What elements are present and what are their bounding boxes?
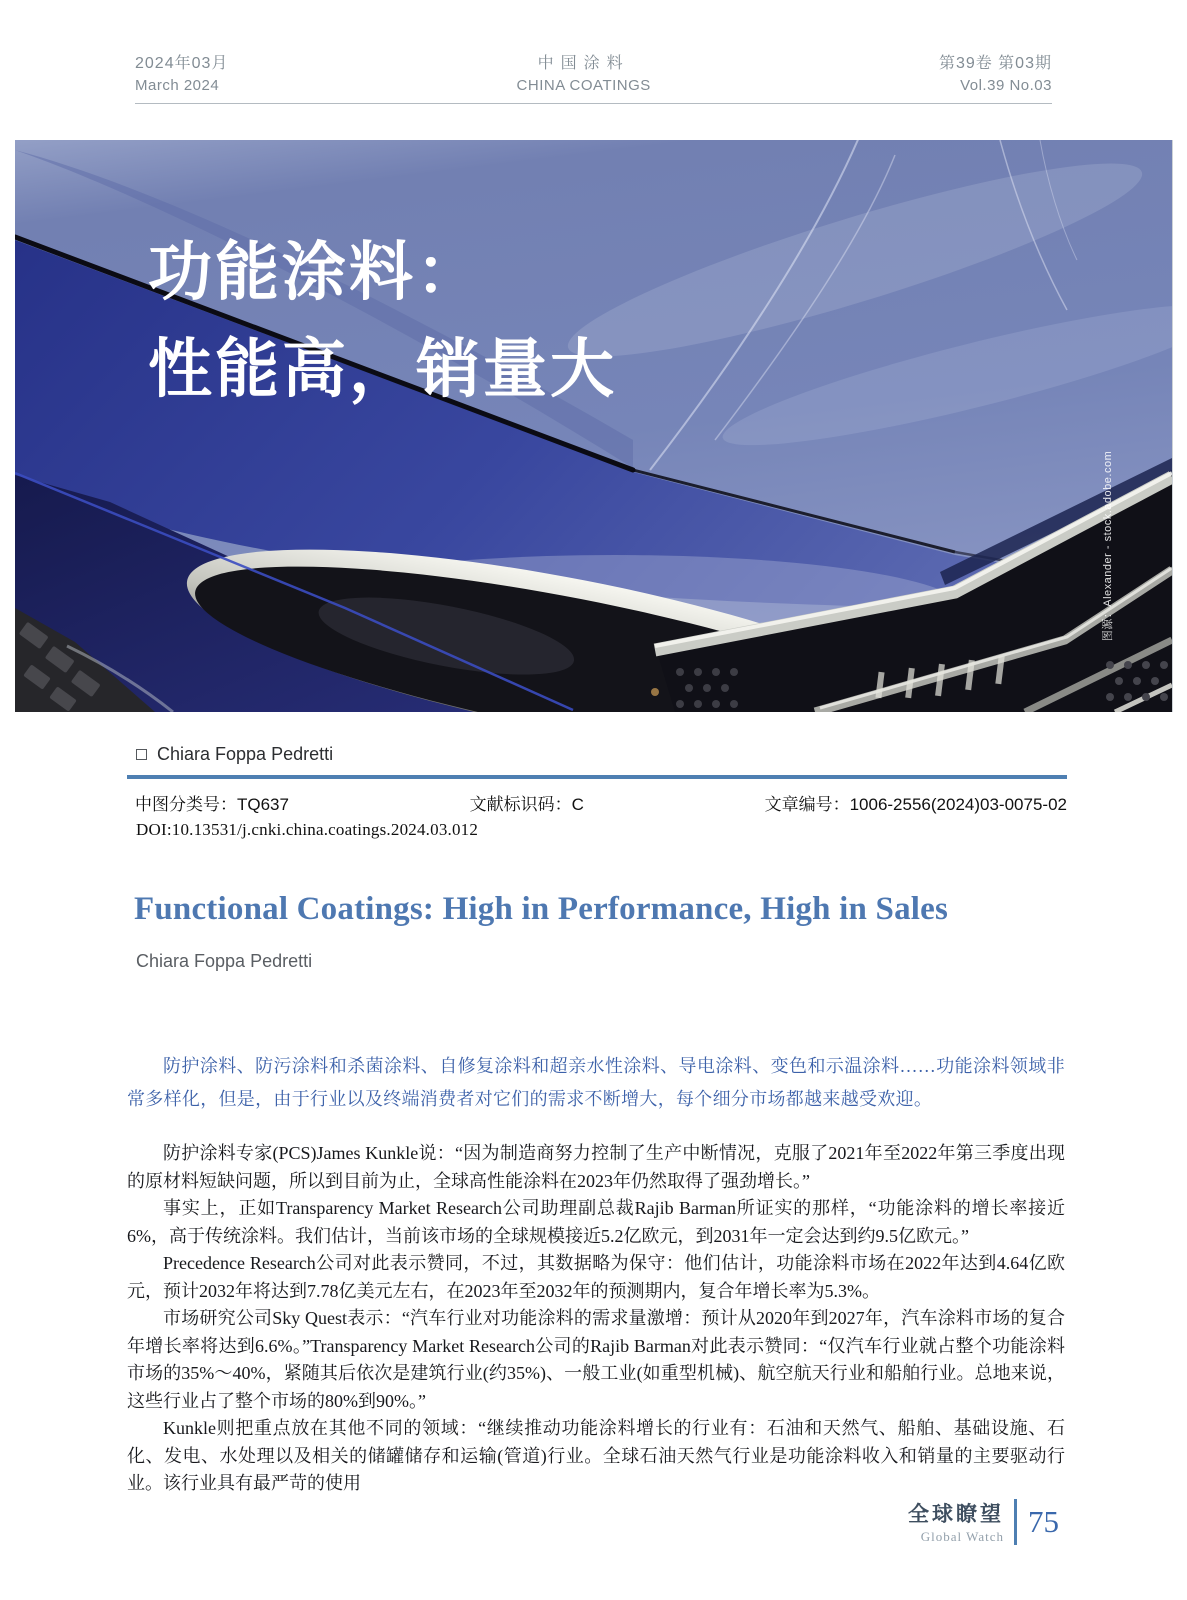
- document-code: 文献标识码：C: [469, 795, 584, 814]
- article-title-cn: [148, 224, 617, 418]
- byline: [136, 744, 333, 765]
- paragraph: 事实上，正如Transparency Market Research公司助理副总裁Rajib Barman所证实的那样，“功能涂料的增长率接近6%，高于传统涂料。我们估计，当前该市场的全球规模接近5.2亿欧元，到2031年一定会达到约9.5亿欧元。”: [127, 1198, 1065, 1246]
- page-number: 75: [1028, 1503, 1059, 1539]
- article-body: [127, 1140, 1065, 1498]
- page-footer: [908, 1498, 1059, 1545]
- divider-rule: [127, 775, 1067, 779]
- square-bullet-icon: [136, 749, 147, 760]
- footer-divider-bar: [1014, 1499, 1017, 1545]
- date-cn: 2024年03月: [135, 55, 229, 72]
- section-name-en: Global Watch: [920, 1529, 1004, 1544]
- paragraph: 市场研究公司Sky Quest表示：“汽车行业对功能涂料的需求量激增：预计从2020年到2027年，汽车涂料市场的复合年增长率将达到6.6%。”Transparency Market Research公司的Rajib Barman对此表示赞同：“仅汽车行业就占整个功能涂料市场的35%～40%，紧随其后依次是建筑行业(约35%)、一般工业(如重型机械)、航空航天行业和船舶行业。总地来说，这些行业占了整个市场的80%到90%。”: [127, 1308, 1065, 1411]
- paragraph: 防护涂料专家(PCS)James Kunkle说：“因为制造商努力控制了生产中断情况，克服了2021年至2022年第三季度出现的原材料短缺问题，所以到目前为止，全球高性能涂料在2023年仍然取得了强劲增长。”: [127, 1143, 1065, 1191]
- meta-row: [135, 790, 1067, 815]
- footer-section: [908, 1498, 1004, 1545]
- article-title-cn-line1: 功能涂料：: [148, 236, 483, 308]
- abstract: 防护涂料、防污涂料和杀菌涂料、自修复涂料和超亲水性涂料、导电涂料、变色和示温涂料……功能涂料领域非常多样化，但是，由于行业以及终端消费者对它们的需求不断增大，每个细分市场都越来越受欢迎。: [127, 1056, 1065, 1109]
- masthead-journal: [517, 50, 651, 94]
- paragraph: Kunkle则把重点放在其他不同的领域：“继续推动功能涂料增长的行业有：石油和天然气、船舶、基础设施、石化、发电、水处理以及相关的储罐储存和运输(管道)行业。全球石油天然气行业是功能涂料收入和销量的主要驱动行业。该行业具有最严苛的使用: [127, 1418, 1065, 1493]
- masthead-issue: [939, 50, 1052, 94]
- doi: DOI:10.13531/j.cnki.china.coatings.2024.03.012: [136, 820, 479, 839]
- author-name-en: Chiara Foppa Pedretti: [136, 951, 313, 971]
- date-en: March 2024: [135, 77, 220, 94]
- journal-name-cn: 中国涂料: [537, 55, 630, 72]
- masthead: [135, 50, 1052, 104]
- article-title-en: Functional Coatings: High in Performance, High in Sales: [134, 891, 949, 927]
- issue-cn: 第39卷 第03期: [938, 55, 1052, 72]
- article-title-cn-line2: 性能高，销量大: [148, 333, 617, 405]
- photo-credit: 图源：Alexander - stock.adobe.com: [1102, 450, 1114, 642]
- hero-photo: [15, 140, 1173, 712]
- issue-en: Vol.39 No.03: [960, 77, 1052, 94]
- article-id: 文章编号：1006-2556(2024)03-0075-02: [764, 795, 1067, 814]
- masthead-date: [135, 50, 228, 94]
- journal-name-en: CHINA COATINGS: [516, 77, 651, 94]
- paragraph: Precedence Research公司对此表示赞同，不过，其数据略为保守：他们估计，功能涂料市场在2022年达到4.64亿欧元，预计2032年将达到7.78亿美元左右，在2023年至2032年的预测期内，复合年增长率为5.3%。: [127, 1253, 1065, 1301]
- clc-number: 中图分类号：TQ637: [135, 795, 289, 814]
- section-name-cn: 全球瞭望: [908, 1503, 1004, 1526]
- author-name: Chiara Foppa Pedretti: [157, 744, 334, 764]
